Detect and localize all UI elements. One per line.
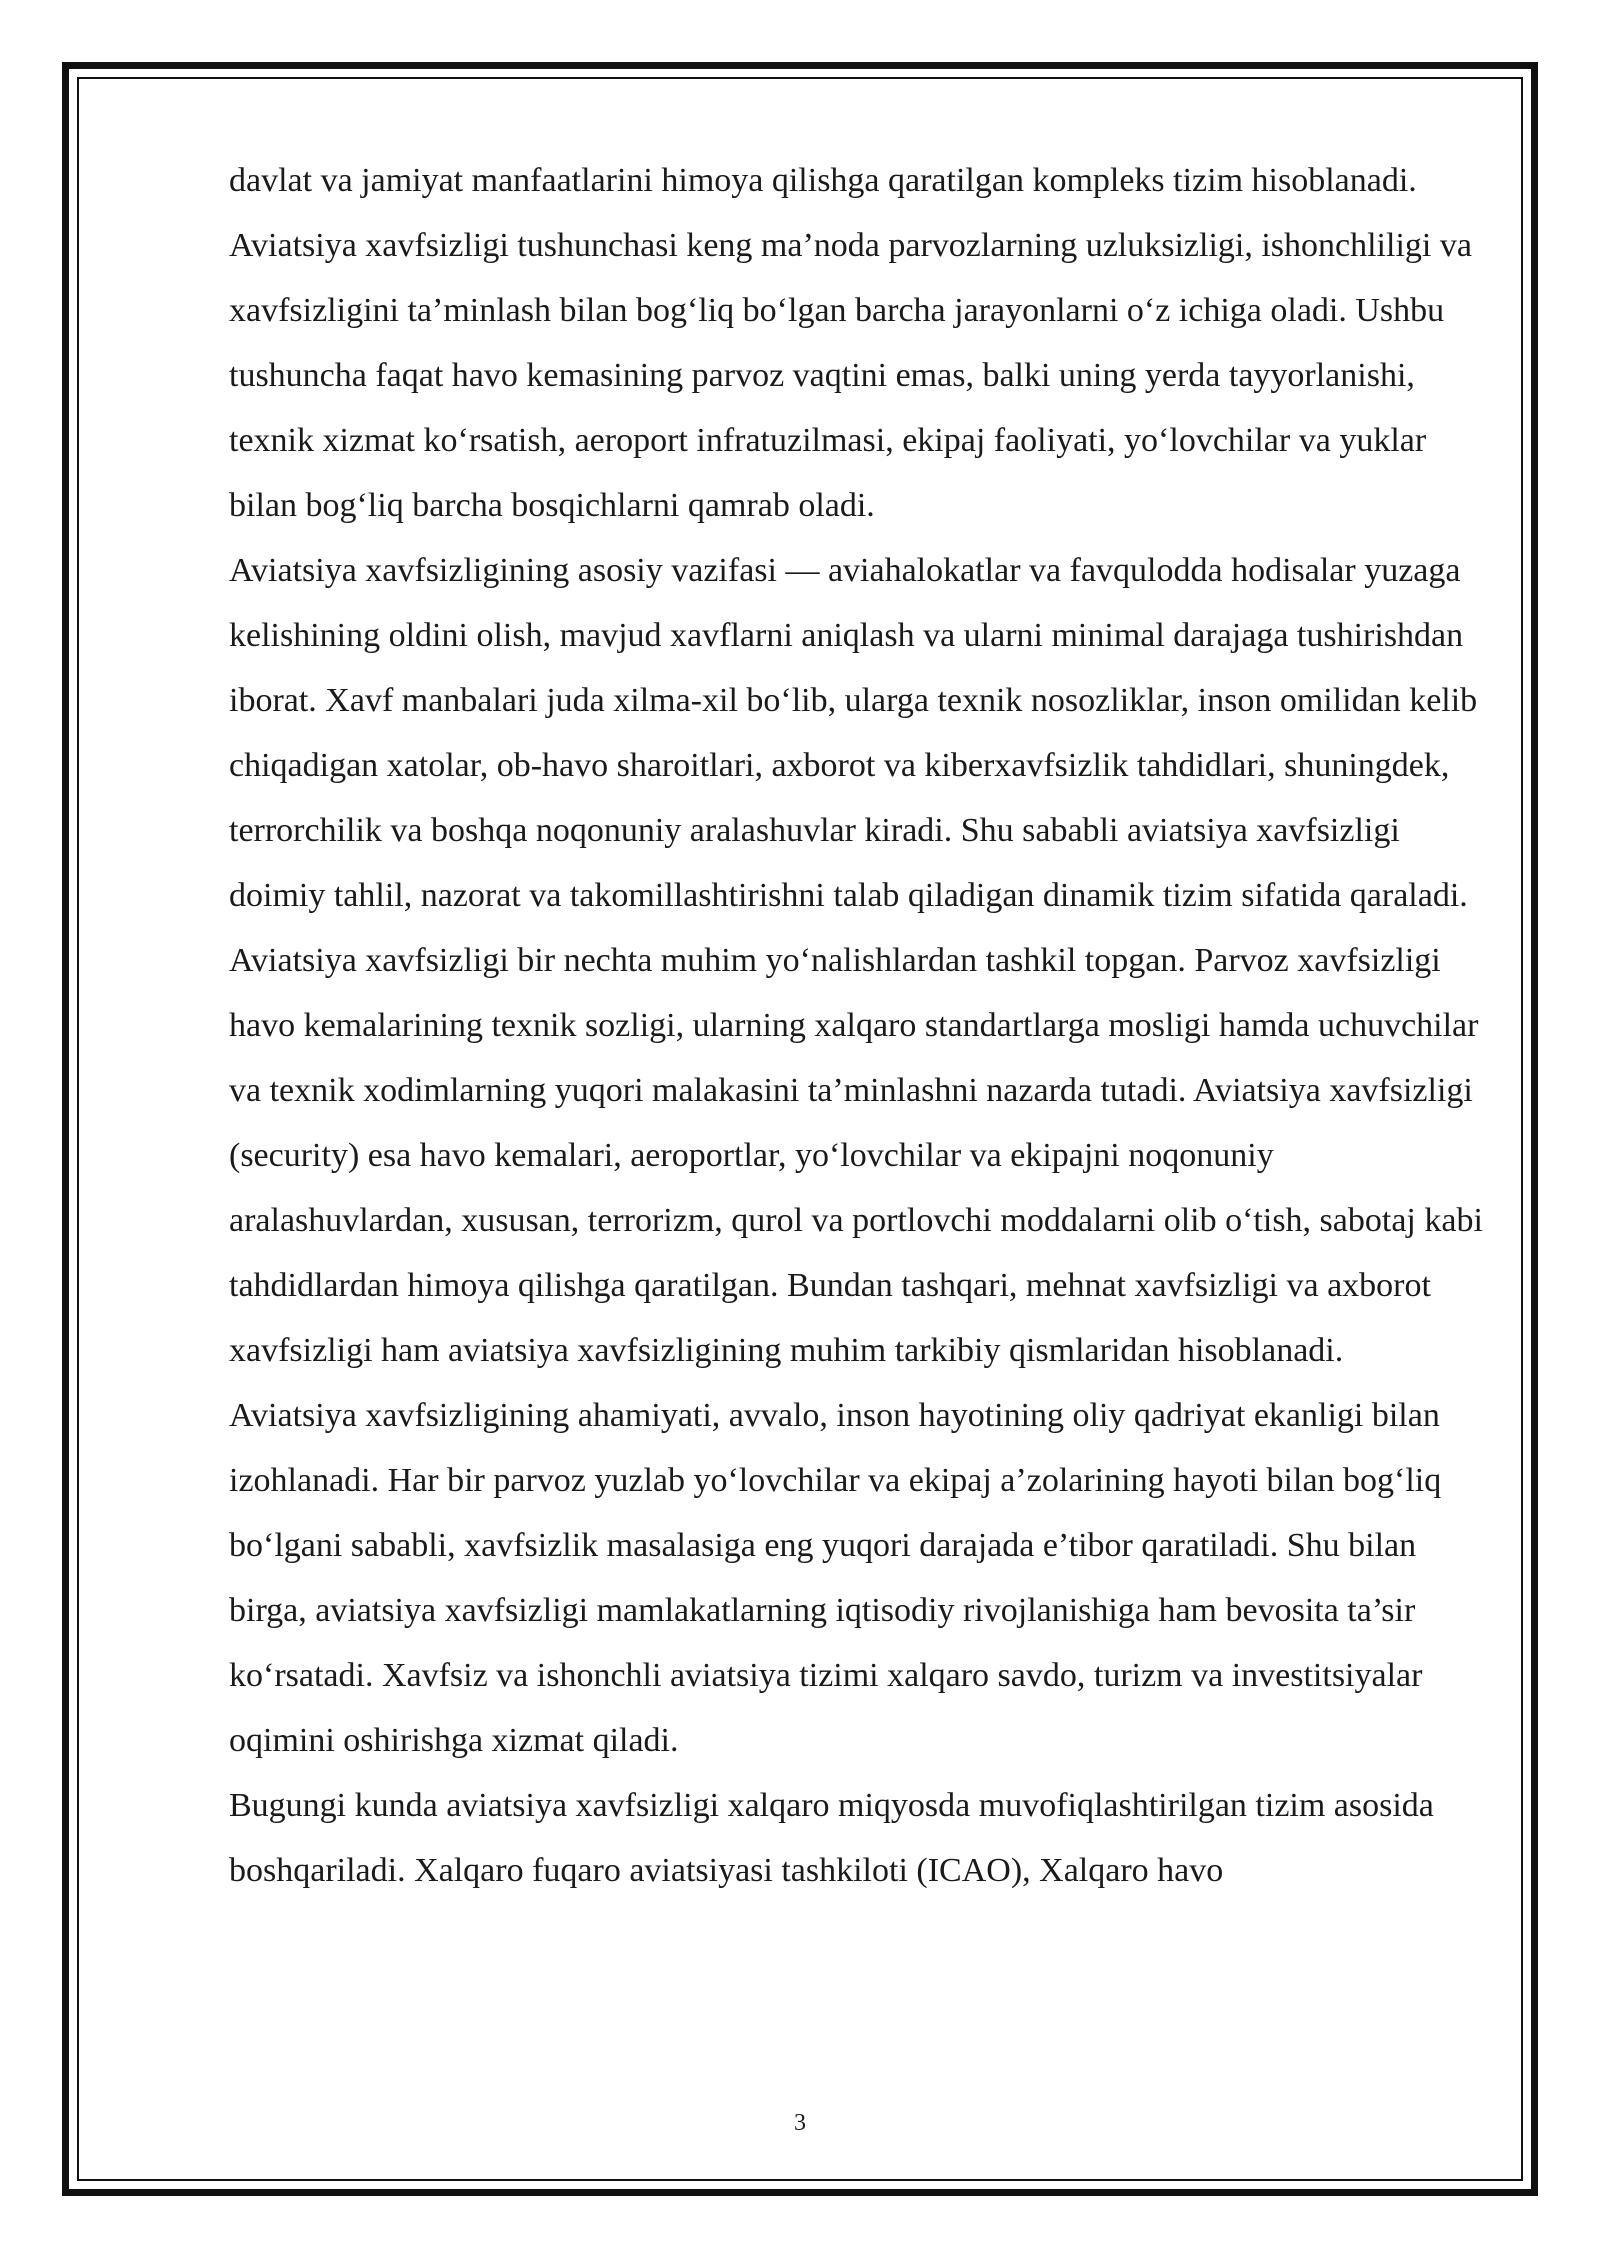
paragraph-5: Bugungi kunda aviatsiya xavfsizligi xalqaro miqyosda muvofiqlashtirilgan tizim asosida boshqariladi. Xalqaro fuqaro aviatsiyasi tashkiloti (ICAO), Xalqaro havo bbox=[229, 1787, 1434, 1889]
page-number: 3 bbox=[794, 2110, 806, 2136]
paragraph-3: Aviatsiya xavfsizligi bir nechta muhim yo‘nalishlardan tashkil topgan. Parvoz xavfsizligi havo kemalarining texnik sozligi, ularning xalqaro standartlarga mosligi hamda uchuvchilar va texnik xodimlarning yuqori malakasini ta’minlashni nazarda tutadi. Aviatsiya xavfsizligi (security) esa havo kemalari, aeroportlar, yo‘lovchilar va ekipajni noqonuniy aralashuvlardan, xususan, terrorizm, qurol va portlovchi moddalarni olib o‘tish, sabotaj kabi tahdidlardan himoya qilishga qaratilgan. Bundan tashqari, mehnat xavfsizligi va axborot xavfsizligi ham aviatsiya xavfsizligining muhim tarkibiy qismlaridan hisoblanadi. bbox=[229, 942, 1483, 1369]
paragraph-4: Aviatsiya xavfsizligining ahamiyati, avvalo, inson hayotining oliy qadriyat ekanligi bilan izohlanadi. Har bir parvoz yuzlab yo‘lovchilar va ekipaj a’zolarining hayoti bilan bog‘liq bo‘lgani sababli, xavfsizlik masalasiga eng yuqori darajada e’tibor qaratiladi. Shu bilan birga, aviatsiya xavfsizligi mamlakatlarning iqtisodiy rivojlanishiga ham bevosita ta’sir ko‘rsatadi. Xavfsiz va ishonchli aviatsiya tizimi xalqaro savdo, turizm va investitsiyalar oqimini oshirishga xizmat qiladi. bbox=[229, 1397, 1442, 1759]
document-body bbox=[229, 148, 1497, 1903]
paragraph-2: Aviatsiya xavfsizligining asosiy vazifasi — aviahalokatlar va favqulodda hodisalar yuzaga kelishining oldini olish, mavjud xavflarni aniqlash va ularni minimal darajaga tushirishdan iborat. Xavf manbalari juda xilma-xil bo‘lib, ularga texnik nosozliklar, inson omilidan kelib chiqadigan xatolar, ob-havo sharoitlari, axborot va kiberxavfsizlik tahdidlari, shuningdek, terrorchilik va boshqa noqonuniy aralashuvlar kiradi. Shu sababli aviatsiya xavfsizligi doimiy tahlil, nazorat va takomillashtirishni talab qiladigan dinamik tizim sifatida qaraladi. bbox=[229, 552, 1478, 914]
paragraph-1: davlat va jamiyat manfaatlarini himoya qilishga qaratilgan kompleks tizim hisoblanadi. Aviatsiya xavfsizligi tushunchasi keng ma’noda parvozlarning uzluksizligi, ishonchliligi va xavfsizligini ta’minlash bilan bog‘liq bo‘lgan barcha jarayonlarni o‘z ichiga oladi. Ushbu tushuncha faqat havo kemasining parvoz vaqtini emas, balki uning yerda tayyorlanishi, texnik xizmat ko‘rsatish, aeroport infratuzilmasi, ekipaj faoliyati, yo‘lovchilar va yuklar bilan bog‘liq barcha bosqichlarni qamrab oladi. bbox=[229, 162, 1472, 524]
